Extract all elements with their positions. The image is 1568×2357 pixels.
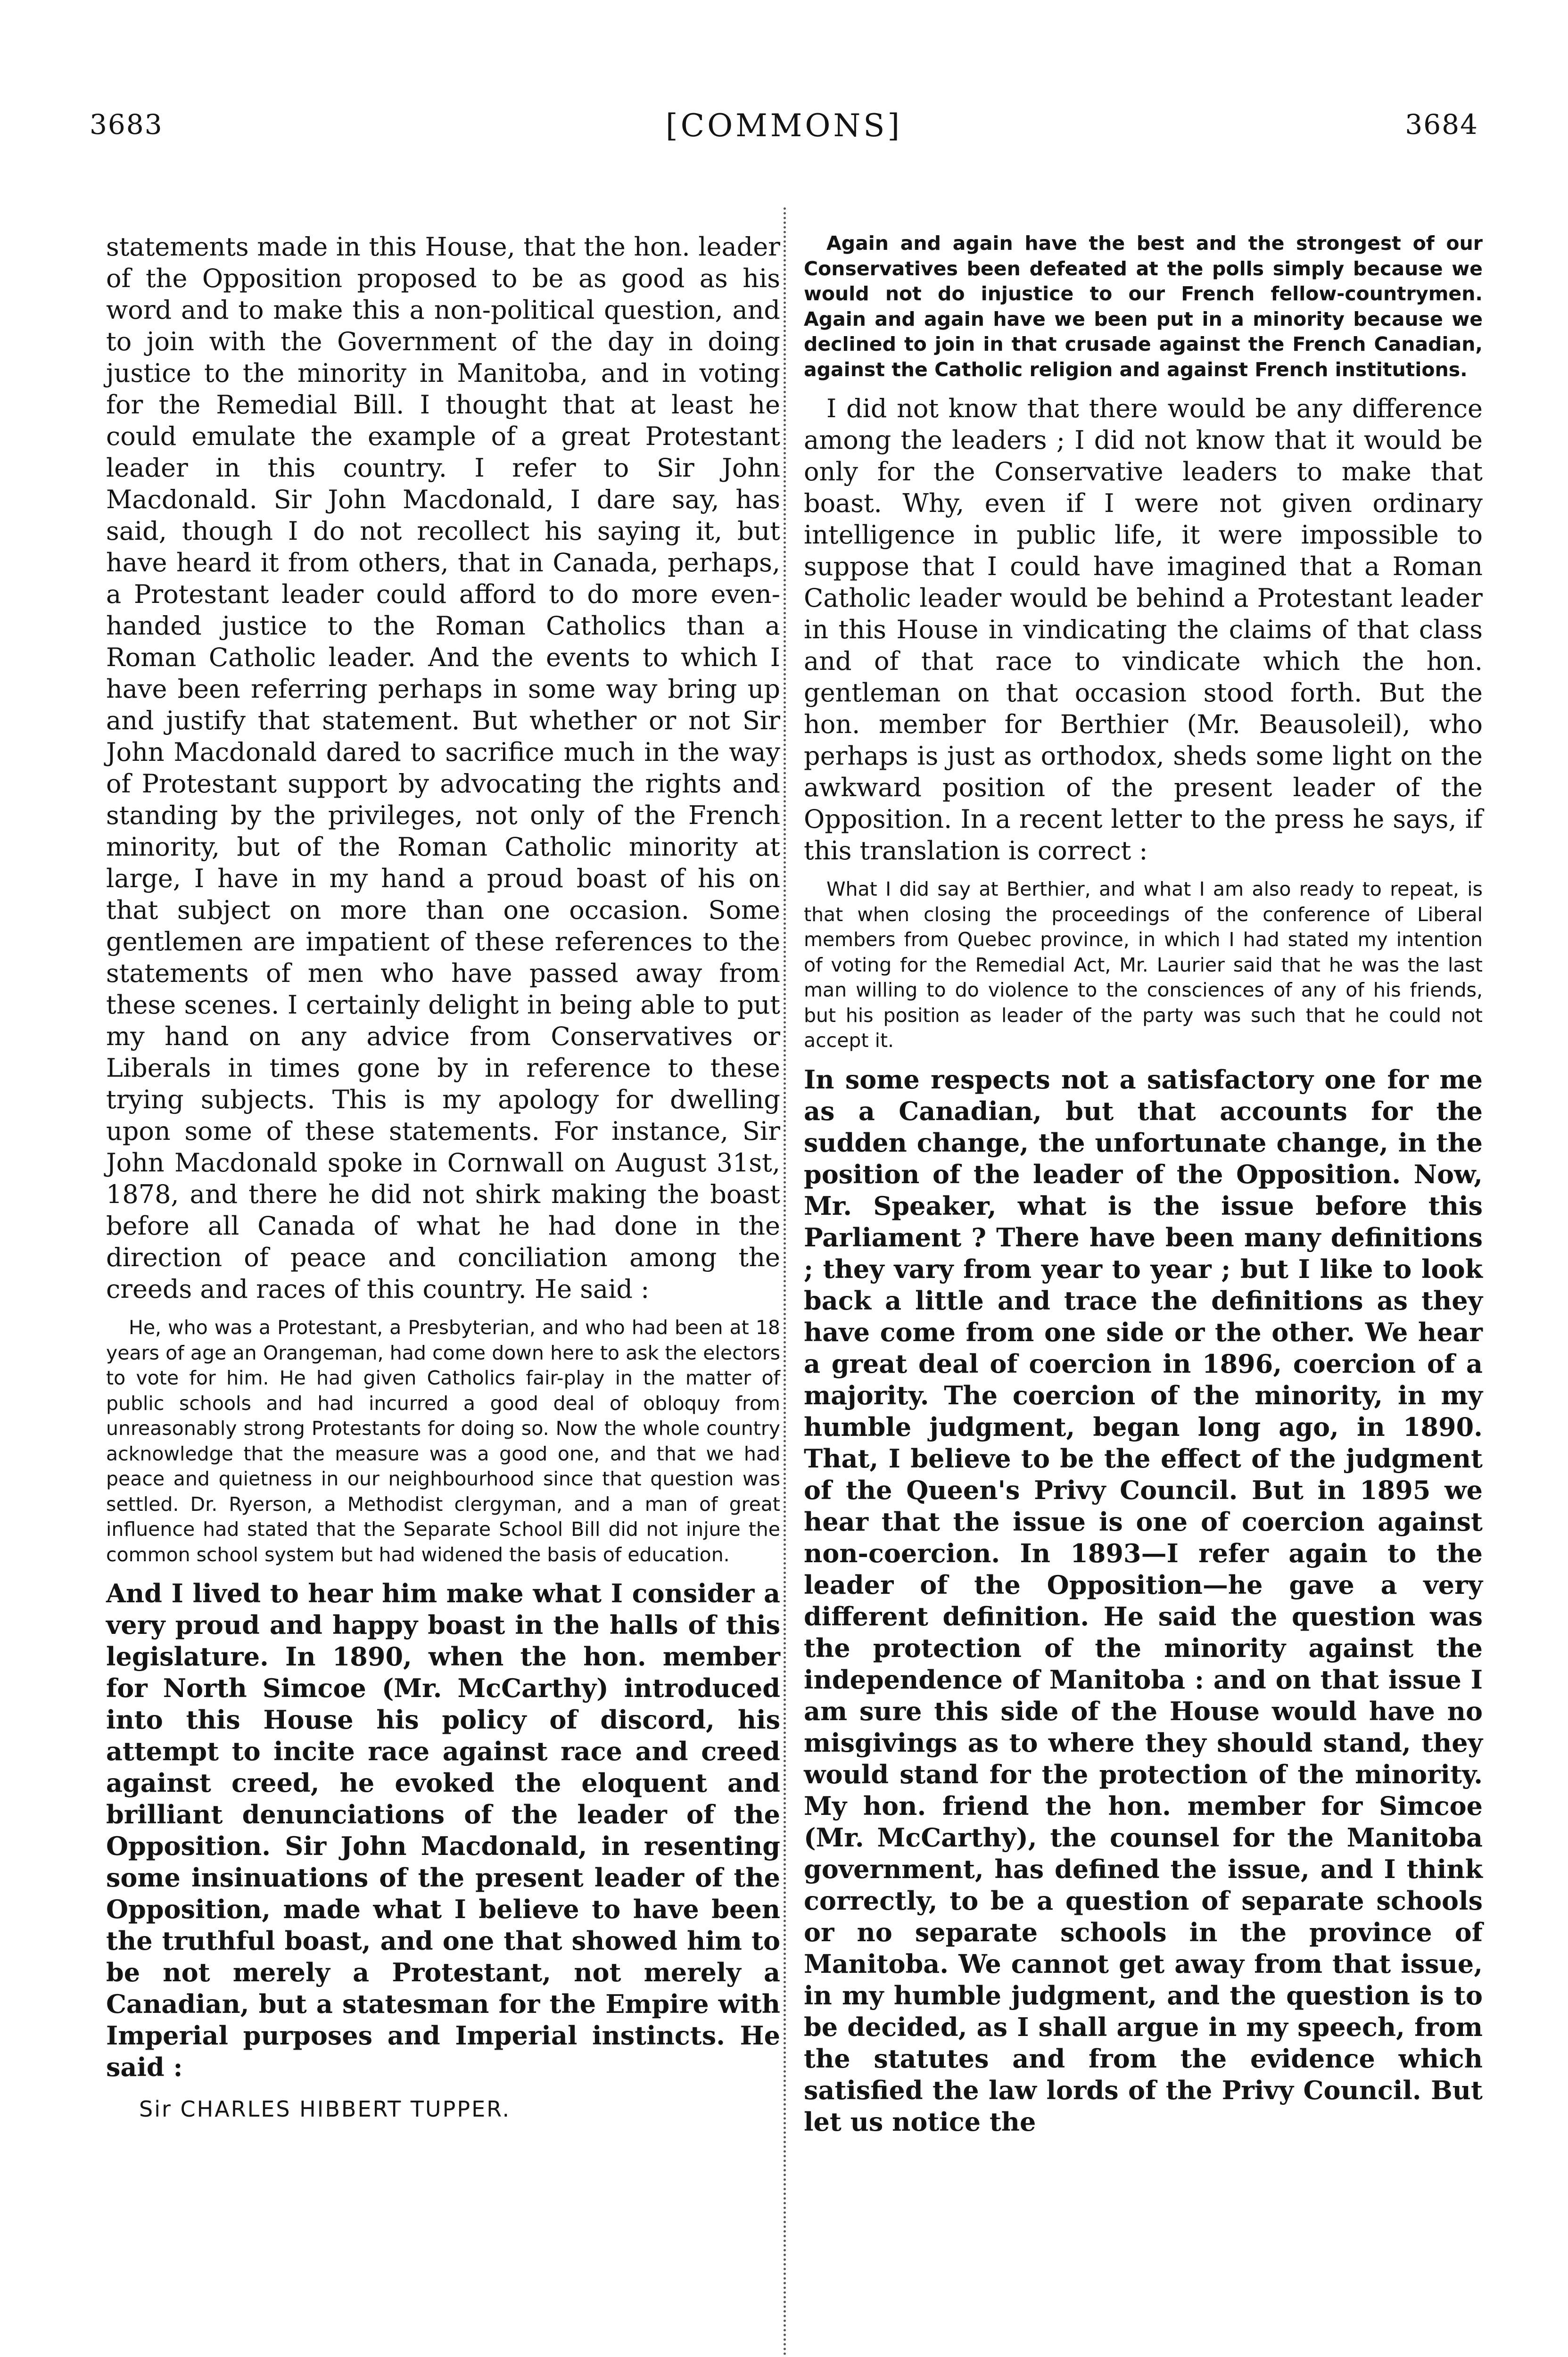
page-number-left: 3683 — [90, 108, 163, 140]
right-column — [804, 231, 1483, 2138]
left-block-quote: He, who was a Protestant, a Presbyterian, and who had been at 18 years of age an Orangeman, had come down here to ask the electors to vote for him. He had given Catholics fair-play in the matter of public schools and had incurred a good deal of obloquy from unreasonably strong Protestants for doing so. Now the whole country acknowledge that the measure was a good one, and that we had peace and quietness in our neighbourhood since that question was settled. Dr. Ryerson, a Methodist clergyman, and a man of great influence had stated that the Separate School Bill did not injure the common school system but had widened the basis of education. — [106, 1316, 780, 1566]
right-block-quote-2: What I did say at Berthier, and what I am also ready to repeat, is that when closing the proceedings of the conference of Liberal members from Quebec province, in which I had stated my intention of voting for the Remedial Act, Mr. Laurier said that he was the last man willing to do violence to the consciences of any of his friends, but his position as leader of the party was such that he could not accept it. — [804, 878, 1483, 1052]
left-paragraph-1: statements made in this House, that the hon. leader of the Opposition proposed to be as good as his word and to make this a non-political question, and to join with the Government of the day in doing justice to the minority in Manitoba, and in voting for the Remedial Bill. I thought that at least he could emulate the example of a great Protestant leader in this country. I refer to Sir John Macdonald. Sir John Macdonald, I dare say, has said, though I do not recollect his saying it, but have heard it from others, that in Canada, perhaps, a Protestant leader could afford to do more even-handed justice to the Roman Catholics than a Roman Catholic leader. And the events to which I have been referring perhaps in some way bring up and justify that statement. But whether or not Sir John Macdonald dared to sacrifice much in the way of Protestant support by advocating the rights and standing by the privileges, not only of the French minority, but of the Roman Catholic minority at large, I have in my hand a proud boast of his on that subject on more than one occasion. Some gentlemen are impatient of these references to the statements of men who have passed away from these scenes. I certainly delight in being able to put my hand on any advice from Conservatives or Liberals in times gone by in reference to these trying subjects. This is my apology for dwelling upon some of these statements. For instance, Sir John Macdonald spoke in Cornwall on August 31st, 1878, and there he did not shirk making the boast before all Canada of what he had done in the direction of peace and conciliation among the creeds and races of this country. He said : — [106, 232, 780, 1304]
page-header — [0, 0, 1568, 198]
left-column — [106, 231, 780, 2122]
speaker-signature: Sir CHARLES HIBBERT TUPPER. — [139, 2096, 511, 2122]
right-paragraph-1: I did not know that there would be any difference among the leaders ; I did not know that it would be only for the Conservative leaders to make that boast. Why, even if I were not given ordinary intelligence in public life, it were impossible to suppose that I could have imagined that a Roman Catholic leader would be behind a Protestant leader in this House in vindicating the claims of that class and of that race to vindicate which the hon. gentleman on that occasion stood forth. But the hon. member for Berthier (Mr. Beausoleil), who perhaps is just as orthodox, sheds some light on the awkward position of the present leader of the Opposition. In a recent letter to the press he says, if this translation is correct : — [804, 394, 1483, 865]
column-divider — [784, 207, 786, 2357]
right-paragraph-2: In some respects not a satisfactory one for me as a Canadian, but that accounts for the sudden change, the unfortunate change, in the position of the leader of the Opposition. Now, Mr. Speaker, what is the issue before this Parliament ? There have been many definitions ; they vary from year to year ; but I like to look back a little and trace the definitions as they have come from one side or the other. We hear a great deal of coercion in 1896, coercion of a majority. The coercion of the minority, in my humble judgment, began long ago, in 1890. That, I believe to be the effect of the judgment of the Queen's Privy Council. But in 1895 we hear that the issue is one of coercion against non-coercion. In 1893—I refer again to the leader of the Opposition—he gave a very different definition. He said the question was the protection of the minority against the independence of Manitoba : and on that issue I am sure this side of the House would have no misgivings as to where they should stand, they would stand for the protection of the minority. My hon. friend the hon. member for Simcoe (Mr. McCarthy), the counsel for the Manitoba government, has defined the issue, and I think correctly, to be a question of separate schools or no separate schools in the province of Manitoba. We cannot get away from that issue, in my humble judgment, and the question is to be decided, as I shall argue in my speech, from the statutes and from the evidence which satisfied the law lords of the Privy Council. But let us notice the — [804, 1064, 1483, 2137]
right-block-quote-1: Again and again have the best and the strongest of our Conservatives been defeated at the polls simply because we would not do injustice to our French fellow-countrymen. Again and again have we been put in a minority because we declined to join in that crusade against the French Canadian, against the Catholic religion and against French institutions. — [804, 232, 1483, 381]
running-title: [COMMONS] — [665, 107, 903, 144]
left-paragraph-2: And I lived to hear him make what I consider a very proud and happy boast in the halls of this legislature. In 1890, when the hon. member for North Simcoe (Mr. McCarthy) introduced into this House his policy of discord, his attempt to incite race against race and creed against creed, he evoked the eloquent and brilliant denunciations of the leader of the Opposition. Sir John Macdonald, in resenting some insinuations of the present leader of the Opposition, made what I believe to have been the truthful boast, and one that showed him to be not merely a Protestant, not merely a Canadian, but a statesman for the Empire with Imperial purposes and Imperial instincts. He said : — [106, 1578, 780, 2082]
page-number-right: 3684 — [1405, 108, 1478, 140]
